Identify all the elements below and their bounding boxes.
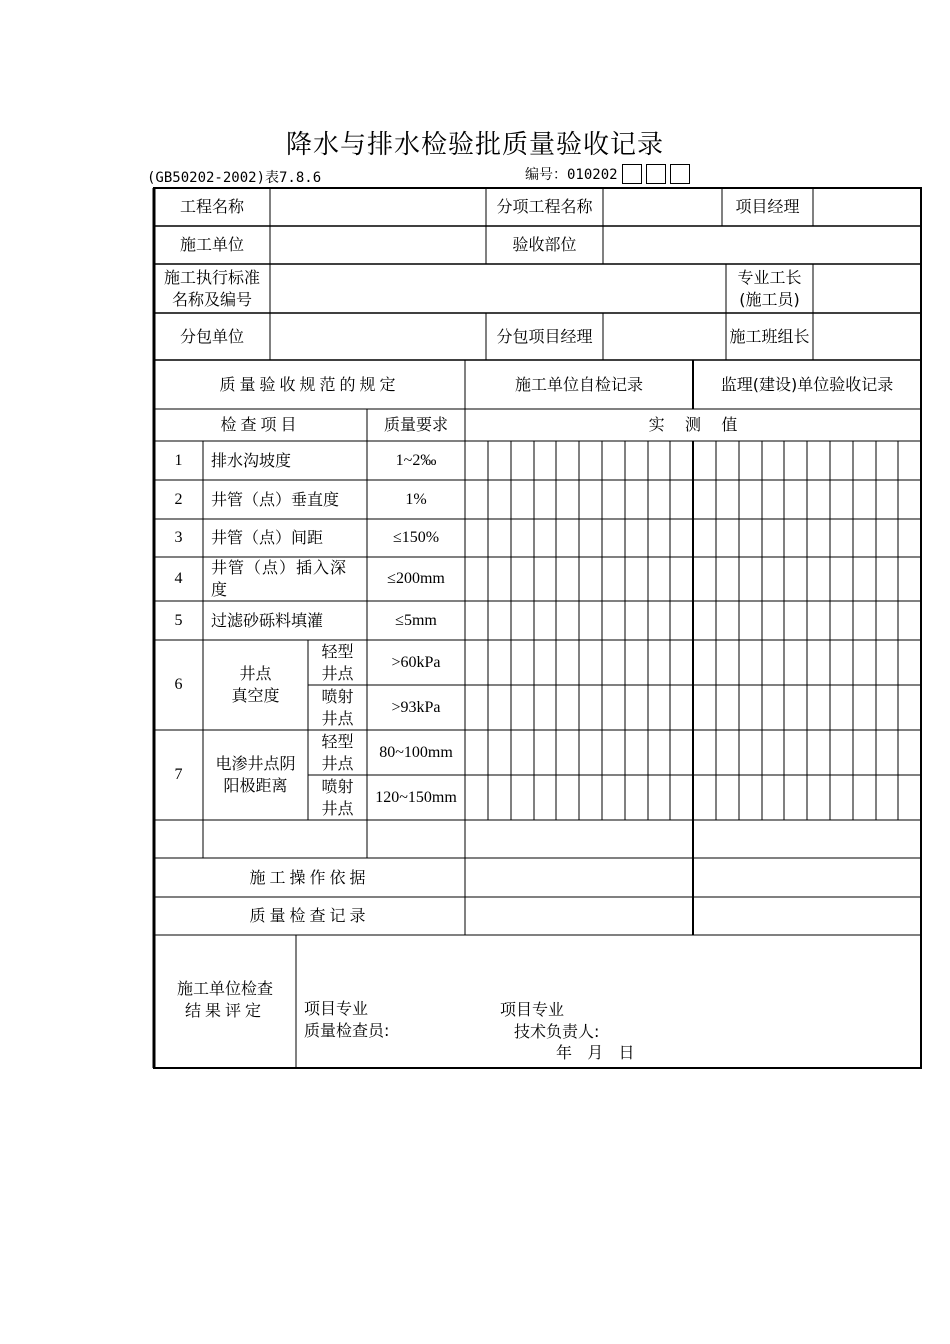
item-number: 7 xyxy=(174,766,183,783)
item-requirement: ≤200mm xyxy=(387,570,445,587)
item-name xyxy=(211,557,367,601)
result-label-line2: 结果评定 xyxy=(184,1001,265,1020)
standard-field[interactable] xyxy=(271,265,725,312)
sub-pm-field[interactable] xyxy=(604,314,725,359)
item-name-line2: 真空度 xyxy=(231,686,280,705)
team-leader-label: 施工班组长 xyxy=(729,326,810,346)
check-item-header: 检查项目 xyxy=(220,415,301,434)
form-number-label: 编号：010202 xyxy=(525,167,618,183)
item-name-line1: 电渗井点阴 xyxy=(215,754,296,773)
quality-requirement-header: 质量要求 xyxy=(383,415,448,434)
item-name-line2: 阳极距离 xyxy=(223,776,288,795)
sub-project-name-label: 分项工程名称 xyxy=(496,197,593,216)
acceptance-part-field[interactable] xyxy=(604,227,920,263)
quality-record-label: 质量检查记录 xyxy=(249,906,370,925)
sub-item-name xyxy=(308,685,367,730)
standard-label-line2: 名称及编号 xyxy=(171,289,252,309)
acceptance-part-label: 验收部位 xyxy=(512,235,577,254)
technical-lead-signature xyxy=(500,998,610,1044)
foreman-label xyxy=(726,264,813,313)
sub-item-line1: 喷射 xyxy=(321,686,354,706)
quality-inspector-signature xyxy=(304,998,454,1044)
item-number: 3 xyxy=(174,529,183,546)
item-number: 5 xyxy=(174,611,183,629)
foreman-label-line2: (施工员) xyxy=(739,289,800,309)
date-field[interactable]: 年 月 日 xyxy=(556,1043,635,1062)
foreman-field[interactable] xyxy=(814,265,920,312)
item-name xyxy=(203,730,308,820)
item-requirement: >93kPa xyxy=(391,698,441,716)
spec-section-header: 质量验收规范的规定 xyxy=(219,374,400,394)
item-number: 2 xyxy=(174,490,183,508)
item-name xyxy=(203,640,308,730)
item-number: 6 xyxy=(174,676,183,693)
item-requirement: >60kPa xyxy=(391,653,441,671)
form-title: 降水与排水检验批质量验收记录 xyxy=(285,130,664,160)
subcontractor-field[interactable] xyxy=(271,314,485,359)
standard-reference: (GB50202-2002)表7.8.6 xyxy=(147,170,322,186)
standard-label xyxy=(154,264,270,313)
inspector-line1: 项目专业 xyxy=(304,999,369,1018)
item-name-line2: 度 xyxy=(211,580,228,599)
subcontractor-label: 分包单位 xyxy=(179,326,244,346)
measured-values-header: 实 测 值 xyxy=(648,415,738,434)
project-name-field[interactable] xyxy=(271,189,485,225)
standard-label-line1: 施工执行标准 xyxy=(163,267,260,287)
sub-item-name xyxy=(308,775,367,820)
team-leader-field[interactable] xyxy=(814,314,920,359)
item-name: 过滤砂砾料填灌 xyxy=(211,610,324,630)
item-requirement: 80~100mm xyxy=(379,743,453,761)
sub-item-line2: 井点 xyxy=(321,798,354,818)
item-requirement: 1~2‰ xyxy=(395,451,437,469)
operation-basis-self-field[interactable] xyxy=(466,859,692,896)
item-requirement: 1% xyxy=(405,490,427,508)
foreman-label-line1: 专业工长 xyxy=(737,267,802,287)
construction-unit-label: 施工单位 xyxy=(179,235,244,254)
project-manager-field[interactable] xyxy=(814,189,920,225)
item-number: 4 xyxy=(174,570,183,587)
inspector-line2: 质量检查员: xyxy=(304,1021,390,1040)
item-name: 井管（点）垂直度 xyxy=(211,489,340,509)
empty-row-self-check-field[interactable] xyxy=(466,821,692,857)
tech-line1: 项目专业 xyxy=(500,1000,565,1019)
sub-item-name xyxy=(308,640,367,685)
sub-item-line2: 井点 xyxy=(321,663,354,683)
item-name-line1: 井管（点）插入深 xyxy=(211,558,348,577)
item-requirement: ≤150% xyxy=(392,529,440,546)
result-label-line1: 施工单位检查 xyxy=(176,979,273,998)
item-name: 井管（点）间距 xyxy=(211,528,324,547)
self-check-section-header: 施工单位自检记录 xyxy=(514,374,643,394)
sub-item-line1: 轻型 xyxy=(321,641,354,661)
empty-row-supervision-field[interactable] xyxy=(694,821,920,857)
item-number: 1 xyxy=(174,451,183,469)
sub-item-line1: 轻型 xyxy=(321,731,354,751)
item-requirement: ≤5mm xyxy=(395,611,437,629)
sub-pm-label: 分包项目经理 xyxy=(496,326,593,346)
sub-project-name-field[interactable] xyxy=(604,189,721,225)
quality-record-supervision-field[interactable] xyxy=(694,898,920,934)
item-name-line1: 井点 xyxy=(239,664,272,683)
project-manager-label: 项目经理 xyxy=(735,197,800,216)
operation-basis-label: 施工操作依据 xyxy=(249,867,370,887)
operation-basis-supervision-field[interactable] xyxy=(694,859,920,896)
result-evaluation-label xyxy=(154,970,296,1030)
sub-item-line2: 井点 xyxy=(321,708,354,728)
item-requirement: 120~150mm xyxy=(375,788,457,806)
quality-record-self-field[interactable] xyxy=(466,898,692,934)
sub-item-name xyxy=(308,730,367,775)
item-name: 排水沟坡度 xyxy=(211,450,292,470)
sub-item-line1: 喷射 xyxy=(321,776,354,796)
tech-line2: 技术负责人: xyxy=(514,1022,600,1041)
sub-item-line2: 井点 xyxy=(321,753,354,773)
project-name-label: 工程名称 xyxy=(179,197,244,216)
supervision-section-header: 监理(建设)单位验收记录 xyxy=(720,374,894,394)
construction-unit-field[interactable] xyxy=(271,227,485,263)
